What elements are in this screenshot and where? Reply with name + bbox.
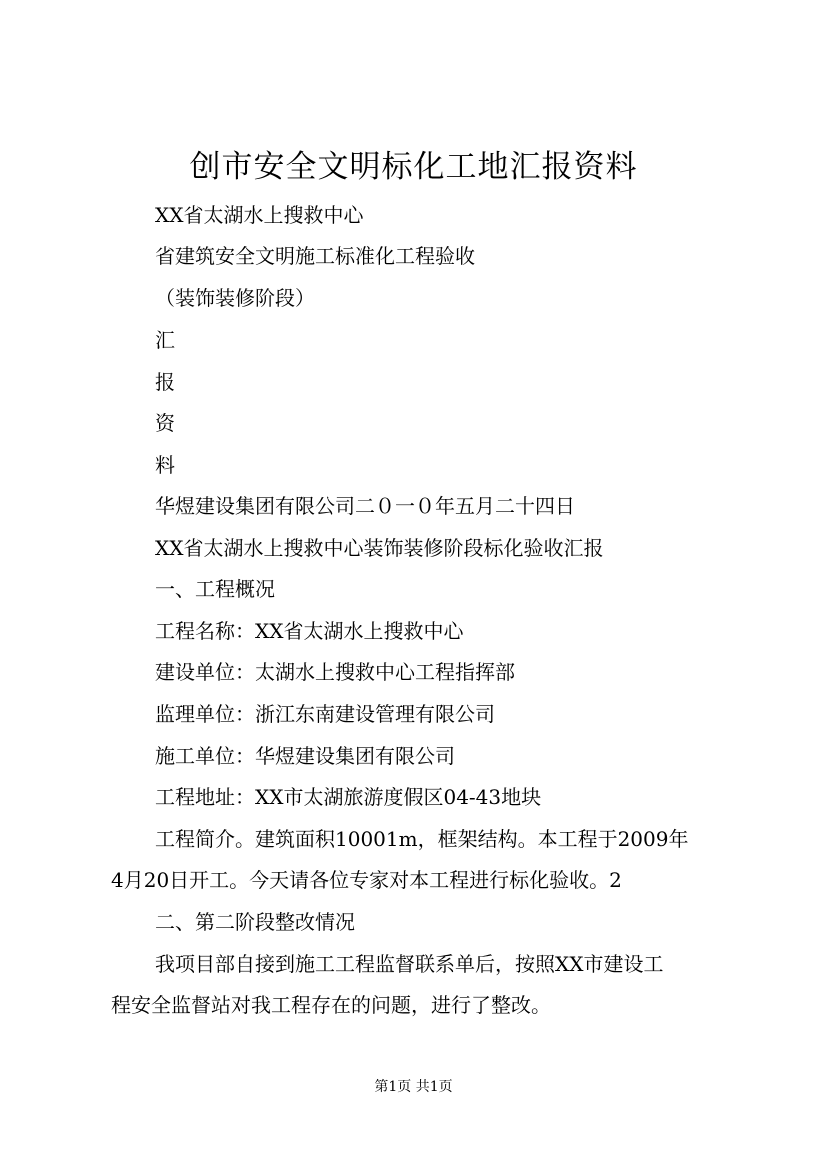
intro-line-2: 4月20日开工。今天请各位专家对本工程进行标化验收。2 [111,868,622,892]
vertical-char-2: 报 [155,370,175,394]
acceptance-title-line: 省建筑安全文明施工标准化工程验收 [155,244,475,268]
section2-heading: 二、第二阶段整改情况 [155,910,355,934]
project-address-line: 工程地址：XX市太湖旅游度假区04-43地块 [155,785,542,809]
stage-line: （装饰装修阶段） [155,286,315,310]
intro-line-1: 工程简介。建筑面积10001m，框架结构。本工程于2009年 [155,827,689,851]
vertical-char-4: 料 [155,453,175,477]
company-date-line: 华煜建设集团有限公司二０一０年五月二十四日 [155,494,575,518]
rectification-line-2: 程安全监督站对我工程存在的问题，进行了整改。 [111,993,551,1017]
vertical-char-3: 资 [155,411,175,435]
document-title: 创市安全文明标化工地汇报资料 [189,149,638,185]
supervisor-unit-line: 监理单位：浙江东南建设管理有限公司 [155,702,495,726]
construction-unit-line: 施工单位：华煜建设集团有限公司 [155,744,455,768]
report-title-line: XX省太湖水上搜救中心装饰装修阶段标化验收汇报 [155,536,604,560]
vertical-char-1: 汇 [155,328,175,352]
org-name-line: XX省太湖水上搜救中心 [155,203,364,227]
section1-heading: 一、工程概况 [155,577,275,601]
rectification-line-1: 我项目部自接到施工工程监督联系单后，按照XX市建设工 [155,952,664,976]
page-footer: 第1页 共1页 [374,1079,453,1095]
builder-unit-line: 建设单位：太湖水上搜救中心工程指挥部 [155,660,515,684]
project-name-line: 工程名称：XX省太湖水上搜救中心 [155,619,464,643]
